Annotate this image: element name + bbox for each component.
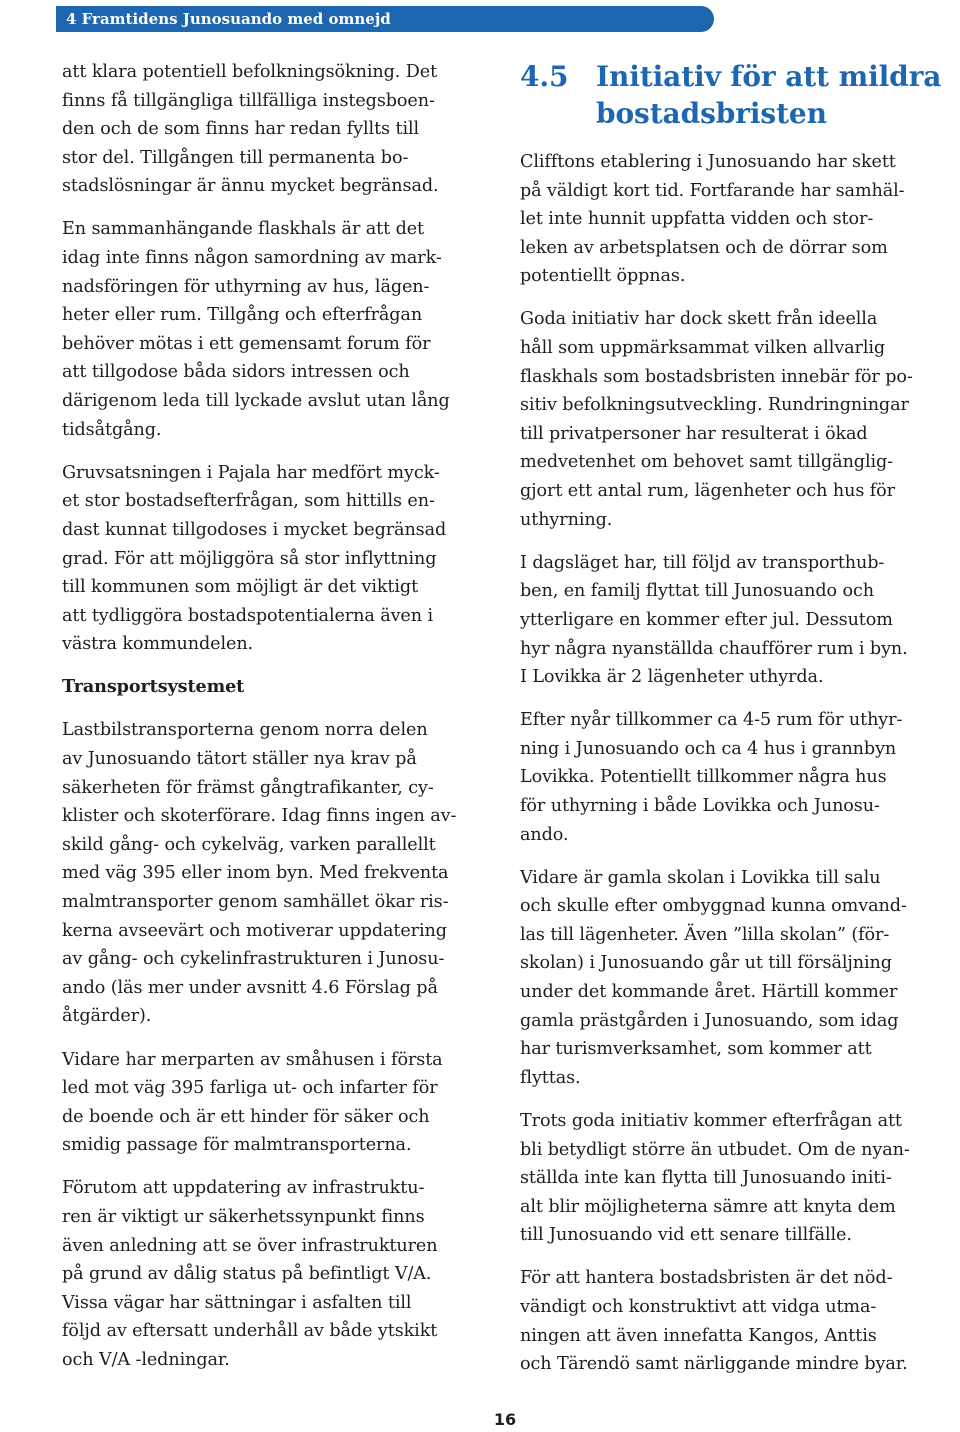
left-column [62,58,498,1389]
text-line: kerna avseevärt och motiverar uppdatering [62,920,447,941]
text-line: las till lägenheter. Även ”lilla skolan” (för- [520,924,890,945]
text-line: ren är viktigt ur säkerhetssynpunkt finns [62,1206,425,1227]
text-line: på väldigt kort tid. Fortfarande har samhäl- [520,180,905,201]
text-line: grad. För att möjliggöra så stor inflyttning [62,548,437,569]
text-line: Efter nyår tillkommer ca 4-5 rum för uthyr- [520,710,903,731]
text-line: I Lovikka är 2 lägenheter uthyrda. [520,667,824,688]
text-line: därigenom leda till lyckade avslut utan lång [62,391,450,412]
text-line: klister och skoterförare. Idag finns ingen av- [62,806,457,827]
text-line: bli betydligt större än utbudet. Om de nyan- [520,1139,910,1160]
text-line: Vidare är gamla skolan i Lovikka till salu [520,867,881,888]
text-line: stor del. Tillgången till permanenta bo- [62,147,409,168]
text-line: ando (läs mer under avsnitt 4.6 Förslag på [62,977,438,998]
text-line: ning i Junosuando och ca 4 hus i grannbyn [520,738,897,759]
text-line: till kommunen som möjligt är det viktigt [62,577,419,598]
text-line: ställda inte kan flytta till Junosuando initi- [520,1168,892,1189]
paragraph [520,1107,960,1250]
text-line: Goda initiativ har dock skett från ideella [520,309,878,330]
paragraph [62,716,498,1031]
text-line: uthyrning. [520,509,613,530]
text-line: medvetenhet om behovet samt tillgänglig- [520,452,894,473]
text-line: Lastbilstransporterna genom norra delen [62,720,428,741]
paragraph [62,215,498,444]
text-line: av gång- och cykelinfrastrukturen i Junosu- [62,949,445,970]
paragraph [62,1046,498,1160]
text-line: Förutom att uppdatering av infrastruktu- [62,1178,425,1199]
text-line: dast kunnat tillgodoses i mycket begränsad [62,519,447,540]
text-line: Lovikka. Potentiellt tillkommer några hus [520,767,887,788]
subheading-transportsystemet: Transportsystemet [62,676,245,698]
paragraph [62,58,498,201]
text-line: skolan) i Junosuando går ut till försäljning [520,953,892,974]
text-line: till Junosuando vid ett senare tillfälle. [520,1225,852,1246]
text-line: I dagsläget har, till följd av transporthub- [520,552,885,573]
text-line: gjort ett antal rum, lägenheter och hus för [520,481,895,502]
text-line: tidsåtgång. [62,419,162,440]
paragraph [520,549,960,692]
text-line: potentiellt öppnas. [520,266,686,287]
text-line: säkerheten för främst gångtrafikanter, cy- [62,777,434,798]
paragraph [520,1264,960,1378]
text-line: gamla prästgården i Junosuando, som idag [520,1010,899,1031]
text-line: med väg 395 eller inom byn. Med frekventa [62,863,449,884]
text-line: skild gång- och cykelväg, varken parallellt [62,834,436,855]
text-line: åtgärder). [62,1006,152,1027]
text-line: flaskhals som bostadsbristen innebär för po- [520,366,913,387]
text-line: flyttas. [520,1067,581,1088]
text-line: stadslösningar är ännu mycket begränsad. [62,176,439,197]
paragraph [520,305,960,534]
text-line: Trots goda initiativ kommer efterfrågan att [520,1110,902,1131]
text-line: under det kommande året. Härtill kommer [520,982,898,1003]
text-line: den och de som finns har redan fyllts till [62,119,420,140]
page-number: 16 [493,1410,517,1429]
text-line: För att hantera bostadsbristen är det nöd- [520,1268,893,1289]
text-line: En sammanhängande flaskhals är att det [62,219,425,240]
paragraph [62,459,498,659]
text-line: även anledning att se över infrastrukturen [62,1235,438,1256]
right-column [520,58,960,1393]
text-line: att klara potentiell befolkningsökning. Det [62,62,438,82]
text-line: Gruvsatsningen i Pajala har medfört myck- [62,462,440,483]
chapter-title: 4 Framtidens Junosuando med omnejd [66,10,391,28]
text-line: för uthyrning i både Lovikka och Junosu- [520,795,880,816]
text-line: följd av eftersatt underhåll av både ytskikt [62,1321,438,1342]
text-line: ningen att även innefatta Kangos, Anttis [520,1325,877,1346]
text-line: till privatpersoner har resulterat i ökad [520,423,868,444]
paragraph [520,148,960,291]
section-title-line-2: bostadsbristen [596,97,827,130]
text-line: ben, en familj flyttat till Junosuando och [520,581,874,602]
text-line: av Junosuando tätort ställer nya krav på [62,749,417,770]
text-line: Vissa vägar har sättningar i asfalten till [62,1292,412,1313]
chapter-header-bar [56,6,714,32]
paragraph [520,864,960,1093]
text-line: ytterligare en kommer efter jul. Dessutom [520,609,893,630]
text-line: let inte hunnit uppfatta vidden och stor- [520,209,874,230]
text-line: nadsföringen för uthyrning av hus, lägen- [62,276,430,297]
text-line: behöver mötas i ett gemensamt forum för [62,333,431,354]
text-line: och V/A -ledningar. [62,1349,230,1370]
text-line: Vidare har merparten av småhusen i första [62,1049,443,1070]
paragraph [520,706,960,849]
text-line: sitiv befolkningsutveckling. Rundringningar [520,395,909,416]
section-number: 4.5 [520,60,569,93]
text-line: et stor bostadsefterfrågan, som hittills en- [62,491,435,512]
text-line: vändigt och konstruktivt att vidga utma- [520,1296,877,1317]
text-line: heter eller rum. Tillgång och efterfrågan [62,305,423,326]
section-title-line-1: Initiativ för att mildra [596,60,942,93]
text-line: led mot väg 395 farliga ut- och infarter för [62,1078,438,1099]
text-line: hyr några nyanställda chaufförer rum i byn. [520,638,908,659]
text-line: smidig passage för malmtransporterna. [62,1135,412,1156]
section-heading [520,58,960,132]
text-line: malmtransporter genom samhället ökar ris- [62,892,449,913]
text-line: idag inte finns någon samordning av mark- [62,248,442,269]
text-line: och Tärendö samt närliggande mindre byar. [520,1354,908,1375]
text-line: västra kommundelen. [62,634,254,655]
text-line: har turismverksamhet, som kommer att [520,1039,872,1060]
text-line: och skulle efter ombyggnad kunna omvand- [520,896,907,917]
text-line: alt blir möjligheterna sämre att knyta dem [520,1196,896,1217]
text-line: att tydliggöra bostadspotentialerna även i [62,605,433,626]
text-line: finns få tillgängliga tillfälliga instegsboen- [62,90,435,111]
paragraph [62,1174,498,1374]
text-line: att tillgodose båda sidors intressen och [62,362,410,383]
text-line: på grund av dålig status på befintligt V/A. [62,1264,432,1285]
text-line: leken av arbetsplatsen och de dörrar som [520,237,888,258]
text-line: Clifftons etablering i Junosuando har skett [520,152,896,172]
text-line: ando. [520,824,569,845]
text-line: de boende och är ett hinder för säker och [62,1106,430,1127]
text-line: håll som uppmärksammat vilken allvarlig [520,338,886,359]
